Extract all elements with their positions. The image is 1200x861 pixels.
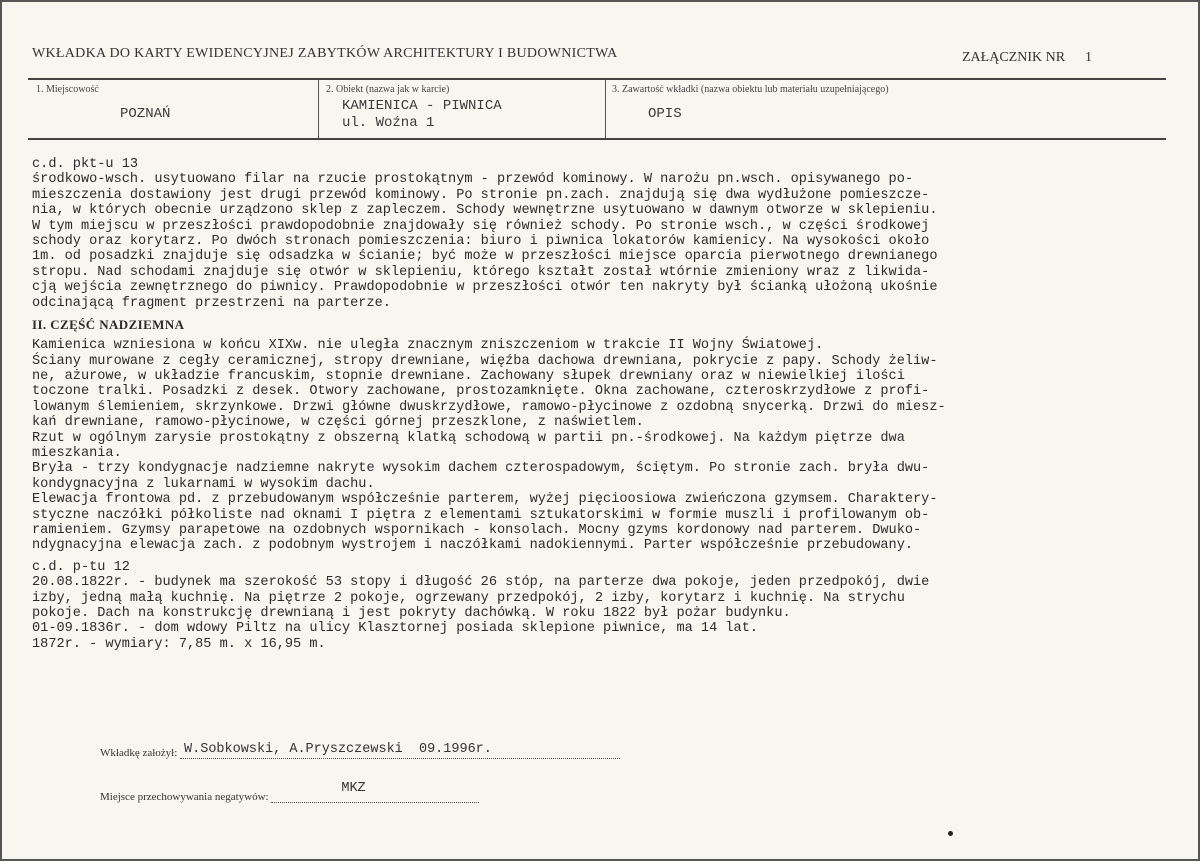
locality-value: POZNAŃ <box>120 106 171 122</box>
text-line: 20.08.1822r. - budynek ma szerokość 53 stopy i długość 26 stóp, na parterze dwa pokoje, jeden przedpokój, dwie <box>32 575 930 591</box>
text-line: Ściany murowane z cegły ceramicznej, stropy drewniane, więźba dachowa drewniana, pokrycie z papy. Schody żeliw- <box>32 353 938 369</box>
text-line: nia, w których obecnie urządzono sklep z zapleczem. Schody wewnętrzne usytuowano w dawnym otworze w sklepieniu. <box>32 203 938 219</box>
description-block-history <box>32 560 1172 652</box>
text-line: W tym miejscu w przeszłości prawdopodobnie znajdowały się również schody. Po stronie wsch., w części środkowej <box>32 218 930 234</box>
top-rule <box>28 78 1166 80</box>
text-line: izby, jedną małą kuchnię. Na piętrze 2 pokoje, ogrzewany przedpokój, 2 izby, korytarz i kuchnię. Na strychu <box>32 590 905 606</box>
content-label: 3. Zawartość wkładki (nazwa obiektu lub materiału uzupełniającego) <box>612 84 889 95</box>
text-line: stropu. Nad schodami znajduje się otwór w sklepieniu, którego kształt został wtórnie zmieniony wraz z likwida- <box>32 264 930 280</box>
text-line: lowanym ślemieniem, skrzynkowe. Drzwi główne dwuskrzydłowe, ramowo-płycinowe z ozdobną snycerką. Drzwi do miesz- <box>32 399 946 415</box>
section-title: II. CZĘŚĆ NADZIEMNA <box>32 316 185 332</box>
text-line: styczne naczółki półkoliste nad oknami I piętra z elementami sztukatorskimi w formie muszli i profilowanym ob- <box>32 507 930 523</box>
header-bottom-rule <box>28 138 1166 140</box>
text-line: środkowo-wsch. usytuowano filar na rzucie prostokątnym - przewód kominowy. W narożu pn.wsch. opisywanego po- <box>32 172 914 188</box>
attachment-number <box>962 50 1092 66</box>
storage-value: MKZ <box>341 781 366 796</box>
description-body <box>32 157 1172 652</box>
author-line <box>180 742 620 759</box>
text-line: schody oraz korytarz. Po dwóch stronach pomieszczenia: biuro i piwnica lokatorów kamienicy. Na wysokości około <box>32 233 930 249</box>
text-line: kondygnacyjna z lukarnami w wysokim dachu. <box>32 476 375 492</box>
storage-row <box>100 781 479 803</box>
text-line: mieszczenia dostawiony jest drugi przewód kominowy. Po stronie pn.zach. znajdują się dwa wydłużone pomieszcze- <box>32 187 930 203</box>
text-line: c.d. p-tu 12 <box>32 559 130 575</box>
text-line: 1m. od posadzki znajduje się odsadzka w ścianie; być może w przeszłości miejsce oparcia pierwotnego drewnianego <box>32 249 938 265</box>
text-line: c.d. pkt-u 13 <box>32 157 139 172</box>
text-line: 01-09.1836r. - dom wdowy Piltz na ulicy Klasztornej posiada sklepione piwnice, ma 14 lat. <box>32 621 759 637</box>
text-line: toczone tralki. Posadzki z desek. Otwory zachowane, prostozamknięte. Okna zachowane, czteroskrzydłowe z profi- <box>32 384 930 400</box>
column-divider-1 <box>318 80 319 138</box>
text-line: ne, ażurowe, w układzie francuskim, stopnie drewniane. Zachowany słupek drewniany oraz w niewielkiej ilości <box>32 369 905 385</box>
text-line: Kamienica wzniesiona w końcu XIXw. nie uległa znacznym zniszczeniom w trakcie II Wojny Światowej. <box>32 338 824 354</box>
storage-label: Miejsce przechowywania negatywów: <box>100 791 269 803</box>
text-line: mieszkania. <box>32 446 122 462</box>
storage-line <box>271 781 479 803</box>
text-line: kań drewniane, ramowo-płycinowe, w części górnej przeszklone, z naświetlem. <box>32 415 644 431</box>
attachment-number-value: 1 <box>1085 50 1093 65</box>
card-title: WKŁADKA DO KARTY EWIDENCYJNEJ ZABYTKÓW ARCHITEKTURY I BUDOWNICTWA <box>32 46 618 61</box>
object-value-line2: ul. Woźna 1 <box>342 115 435 131</box>
text-line: pokoje. Dach na konstrukcję drewnianą i jest pokryty dachówką. W roku 1822 był pożar budynku. <box>32 605 791 621</box>
author-row <box>100 742 620 759</box>
attachment-label: ZAŁĄCZNIK NR <box>962 50 1066 65</box>
object-label: 2. Obiekt (nazwa jak w karcie) <box>326 84 450 95</box>
text-line: Elewacja frontowa pd. z przebudowanym współcześnie parterem, wyżej pięcioosiowa zwieńczona gzymsem. Charaktery- <box>32 492 938 508</box>
text-line: odcinającą fragment przestrzeni na parterze. <box>32 295 391 311</box>
description-block-basement <box>32 157 1172 311</box>
text-line: 1872r. - wymiary: 7,85 m. x 16,95 m. <box>32 636 326 652</box>
author-value: W.Sobkowski, A.Pryszczewski 09.1996r. <box>184 742 492 757</box>
author-label: Wkładkę założył: <box>100 747 178 759</box>
text-line: cją wejścia zewnętrznego do piwnicy. Prawdopodobnie w przeszłości otwór ten nakryty był ścianką ułożoną ukośnie <box>32 280 938 296</box>
ink-dot <box>948 831 953 836</box>
locality-label: 1. Miejscowość <box>36 84 99 95</box>
text-line: Rzut w ogólnym zarysie prostokątny z obszerną klatką schodową w partii pn.-środkowej. Na każdym piętrze dwa <box>32 430 905 446</box>
object-value-line1: KAMIENICA - PIWNICA <box>342 98 502 114</box>
content-value: OPIS <box>648 106 682 122</box>
text-line: ramieniem. Gzymsy parapetowe na ozdobnych wspornikach - konsolach. Mocny gzyms kordonowy nad parterem. Dwuko- <box>32 522 922 538</box>
column-divider-2 <box>605 80 606 138</box>
text-line: Bryła - trzy kondygnacje nadziemne nakryte wysokim dachem czterospadowym, ściętym. Po stronie zach. bryła dwu- <box>32 461 930 477</box>
description-block-above-ground <box>32 338 1172 553</box>
text-line: ndygnacyjna elewacja zach. z podobnym wystrojem i naczółkami nadokiennymi. Parter współcześnie przebudowany. <box>32 538 914 554</box>
